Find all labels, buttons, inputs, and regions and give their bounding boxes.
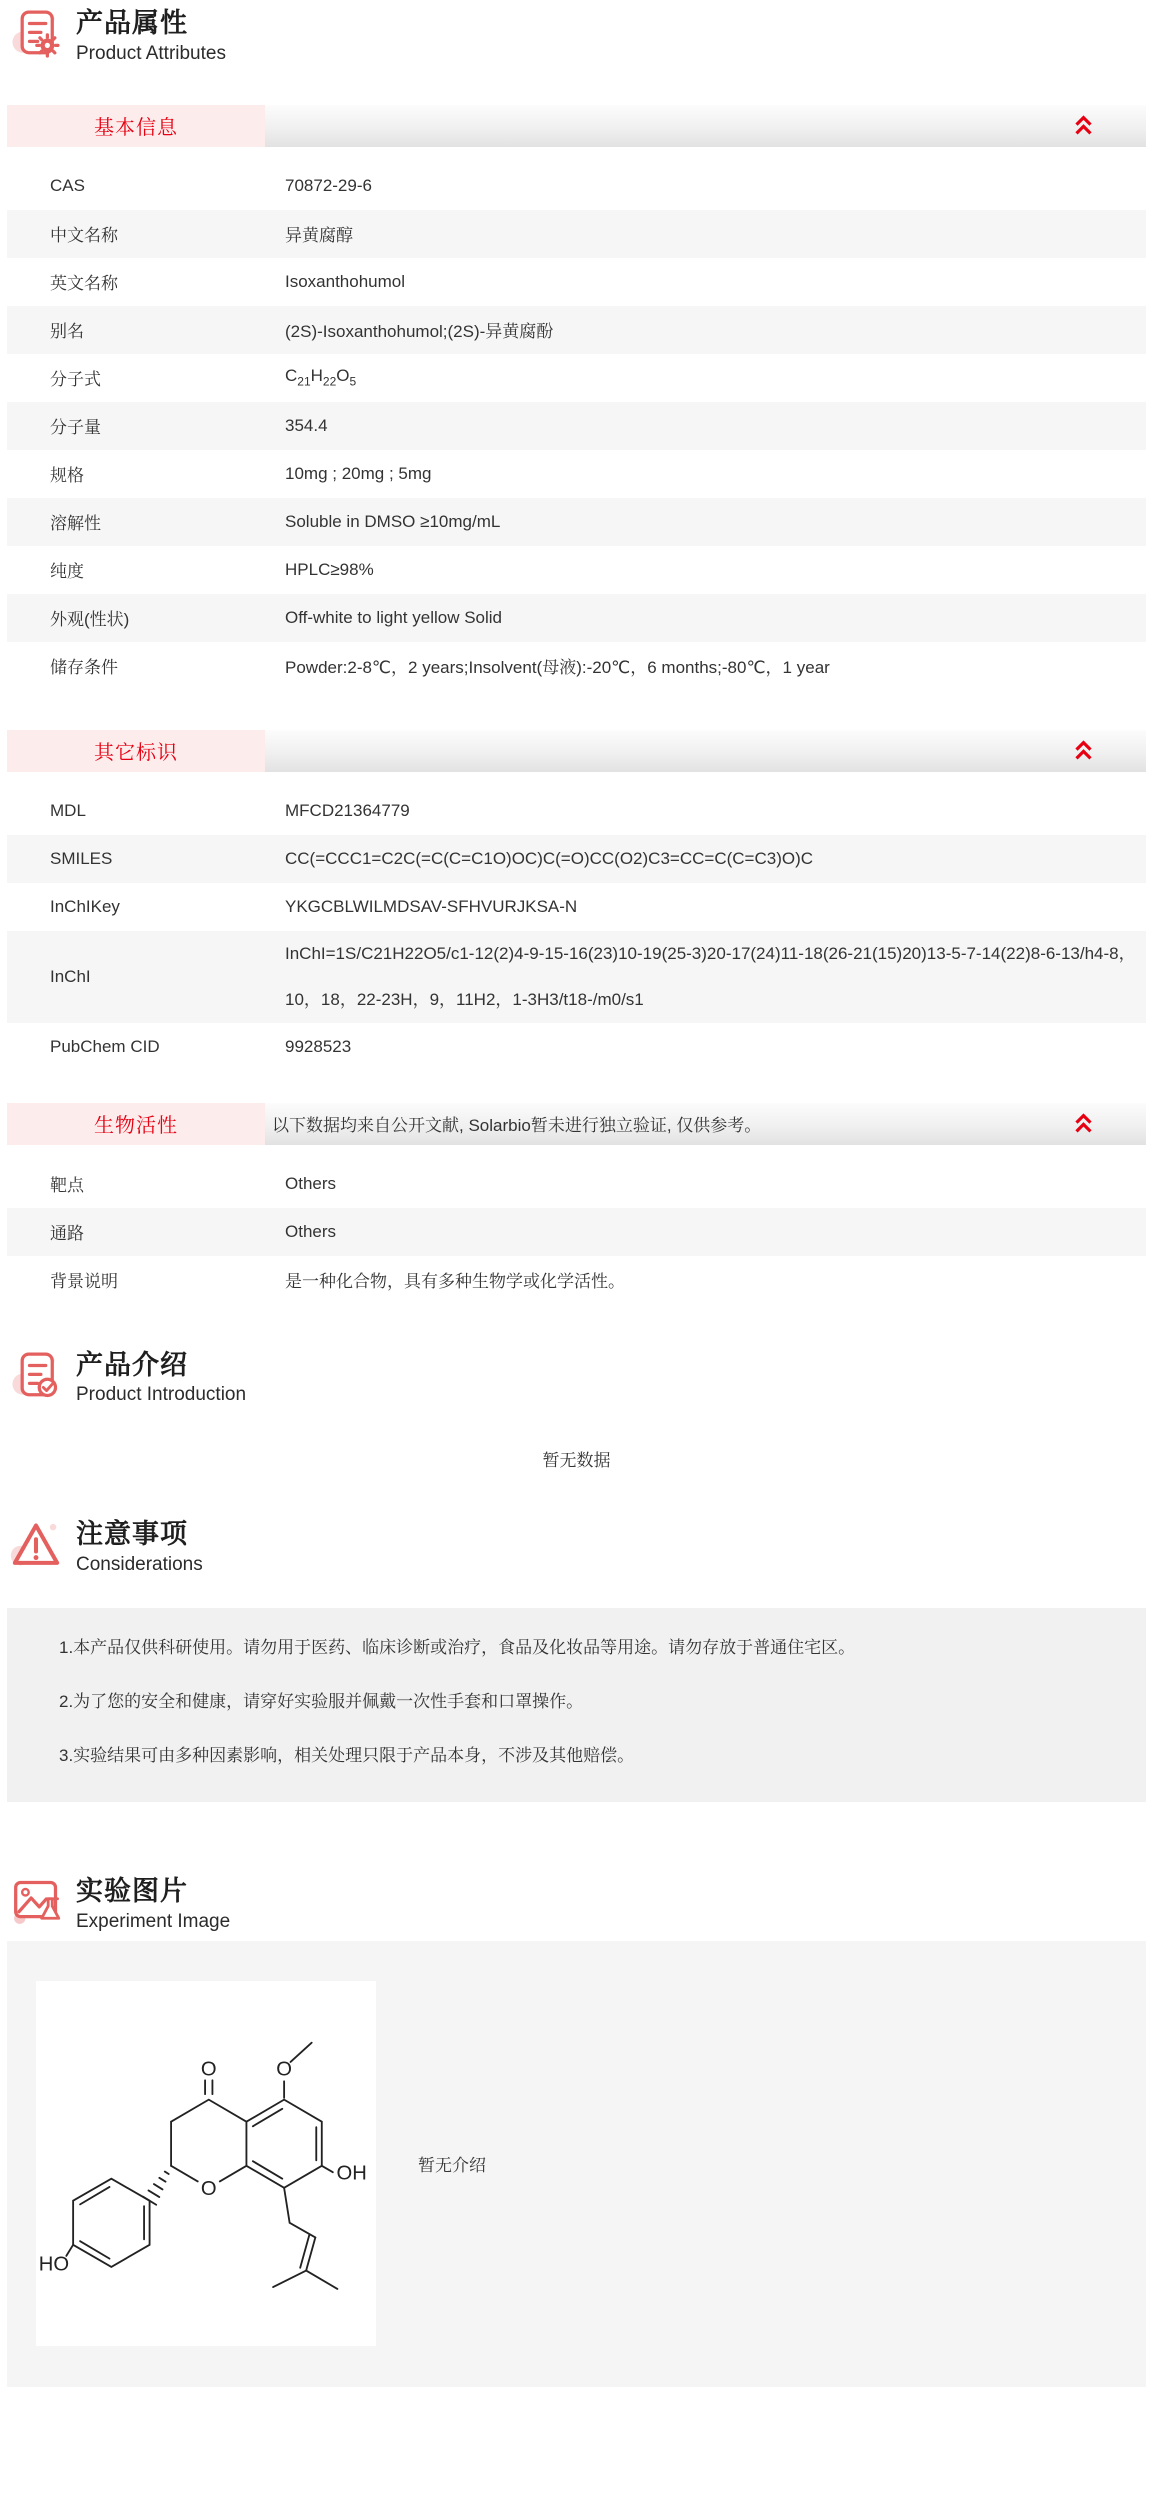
row-label: 储存条件 <box>50 658 118 678</box>
section-subheading: Considerations <box>76 1554 203 1576</box>
identifiers-table <box>7 787 1146 1071</box>
section-heading: 产品介绍 <box>76 1349 188 1380</box>
section-subheading: Experiment Image <box>76 1910 231 1932</box>
table-row <box>7 835 1146 883</box>
product-introduction-icon <box>10 1350 62 1402</box>
section-header-identifiers <box>7 730 1146 772</box>
row-label: PubChem CID <box>50 1036 160 1056</box>
section-title-identifiers: 其它标识 <box>7 730 265 772</box>
table-row <box>7 354 1146 402</box>
row-value: HPLC≥98% <box>285 559 374 579</box>
considerations-notes <box>7 1608 1146 1802</box>
table-row <box>7 1208 1146 1256</box>
section-heading: 实验图片 <box>76 1876 188 1907</box>
row-value: 是一种化合物，具有多种生物学或化学活性。 <box>285 1272 625 1292</box>
row-label: 分子量 <box>50 418 101 438</box>
experiment-image-caption: 暂无介绍 <box>418 2156 486 2176</box>
table-row <box>7 1256 1146 1304</box>
row-label: 英文名称 <box>50 274 118 294</box>
row-label: 通路 <box>50 1224 84 1244</box>
collapse-basic-info-button[interactable] <box>1073 113 1094 138</box>
product-attributes-icon <box>10 8 62 60</box>
bioactivity-disclaimer: 以下数据均来自公开文献, Solarbio暂未进行独立验证, 仅供参考。 <box>272 1116 762 1136</box>
product-introduction-header <box>10 1350 1153 1407</box>
table-row <box>7 931 1146 1023</box>
table-row <box>7 1023 1146 1071</box>
section-header-bioactivity <box>7 1103 1146 1145</box>
table-row <box>7 546 1146 594</box>
row-value: YKGCBLWILMDSAV-SFHVURJKSA-N <box>285 896 578 916</box>
row-value: 70872-29-6 <box>285 175 372 195</box>
atom-label-hydroxyl: OH <box>336 2162 367 2185</box>
atom-label-ketone-oxygen: O <box>200 2058 217 2081</box>
row-value: 354.4 <box>285 415 328 435</box>
experiment-image-panel <box>7 1941 1146 2387</box>
collapse-identifiers-button[interactable] <box>1073 738 1094 763</box>
warning-triangle-icon <box>10 1519 62 1571</box>
row-label: SMILES <box>50 848 113 868</box>
considerations-header <box>10 1519 1153 1576</box>
table-row <box>7 787 1146 835</box>
section-heading: 注意事项 <box>76 1519 188 1550</box>
table-row <box>7 642 1146 690</box>
row-value: 异黄腐醇 <box>285 226 353 246</box>
introduction-empty-text: 暂无数据 <box>542 1451 611 1471</box>
row-label: 规格 <box>50 466 84 486</box>
row-label: 靶点 <box>50 1176 84 1196</box>
row-label: InChIKey <box>50 896 120 916</box>
row-value: Powder:2-8℃，2 years;Insolvent(母液):-20℃，6 months;-80℃，1 year <box>285 658 830 678</box>
note-item: 1.本产品仅供科研使用。请勿用于医药、临床诊断或治疗，食品及化妆品等用途。请勿存放于普通住宅区。 <box>59 1638 856 1658</box>
row-value: Soluble in DMSO ≥10mg/mL <box>285 511 501 531</box>
row-label: 外观(性状) <box>50 610 130 630</box>
chemical-structure-image[interactable] <box>36 1981 376 2346</box>
table-row <box>7 306 1146 354</box>
row-label: 背景说明 <box>50 1272 118 1292</box>
picture-flask-icon <box>10 1876 62 1928</box>
row-value: Others <box>285 1173 337 1193</box>
row-label: CAS <box>50 175 85 195</box>
section-title-basic-info: 基本信息 <box>7 105 265 147</box>
note-item: 2.为了您的安全和健康，请穿好实验服并佩戴一次性手套和口罩操作。 <box>59 1692 584 1712</box>
section-title-bioactivity: 生物活性 <box>7 1103 265 1145</box>
note-item: 3.实验结果可由多种因素影响，相关处理只限于产品本身，不涉及其他赔偿。 <box>59 1746 635 1766</box>
table-row <box>7 210 1146 258</box>
table-row <box>7 1160 1146 1208</box>
atom-label-phenol-hydroxyl: HO <box>38 2253 70 2276</box>
page-header <box>10 8 1153 65</box>
table-row <box>7 594 1146 642</box>
collapse-bioactivity-button[interactable] <box>1073 1111 1094 1136</box>
row-value: 10mg ; 20mg ; 5mg <box>285 463 432 483</box>
table-row <box>7 450 1146 498</box>
experiment-image-header <box>10 1876 1153 1933</box>
table-row <box>7 402 1146 450</box>
table-row <box>7 883 1146 931</box>
row-value: Isoxanthohumol <box>285 271 406 291</box>
molecular-formula: $C_{21}H_{22}O_5$ <box>285 366 357 389</box>
row-label: 纯度 <box>50 562 84 582</box>
bioactivity-table <box>7 1160 1146 1304</box>
row-value: InChI=1S/C21H22O5/c1-12(2)4-9-15-16(23)10-19(25-3)20-17(24)11-18(26-21(15)20)13-5-7-14(22)8-6-13/h4-8，10，18，22-23H，9，11H2，1-3H3/t18-/m0/s1 <box>285 943 1136 1009</box>
row-label: 别名 <box>50 322 84 342</box>
table-row <box>7 258 1146 306</box>
atom-label-pyran-oxygen: O <box>200 2178 217 2201</box>
table-row <box>7 162 1146 210</box>
basic-info-table <box>7 162 1146 690</box>
row-label: 溶解性 <box>50 514 101 534</box>
table-row <box>7 498 1146 546</box>
row-label: MDL <box>50 800 86 820</box>
section-subheading: Product Introduction <box>76 1384 247 1406</box>
row-label: 中文名称 <box>50 226 118 246</box>
row-value: Off-white to light yellow Solid <box>285 607 503 627</box>
row-value: MFCD21364779 <box>285 800 410 820</box>
row-value: Others <box>285 1221 337 1241</box>
page-title: 产品属性 <box>76 8 188 38</box>
section-header-basic-info <box>7 105 1146 147</box>
atom-label-methoxy-oxygen: O <box>276 2058 292 2081</box>
row-value: 9928523 <box>285 1036 352 1056</box>
row-label: 分子式 <box>50 370 101 390</box>
row-value: CC(=CCC1=C2C(=C(C=C1O)OC)C(=O)CC(O2)C3=CC=C(C=C3)O)C <box>285 848 814 868</box>
row-label: InChI <box>50 966 91 986</box>
page-subtitle: Product Attributes <box>76 42 226 64</box>
row-value: (2S)-Isoxanthohumol;(2S)-异黄腐酚 <box>285 322 554 342</box>
